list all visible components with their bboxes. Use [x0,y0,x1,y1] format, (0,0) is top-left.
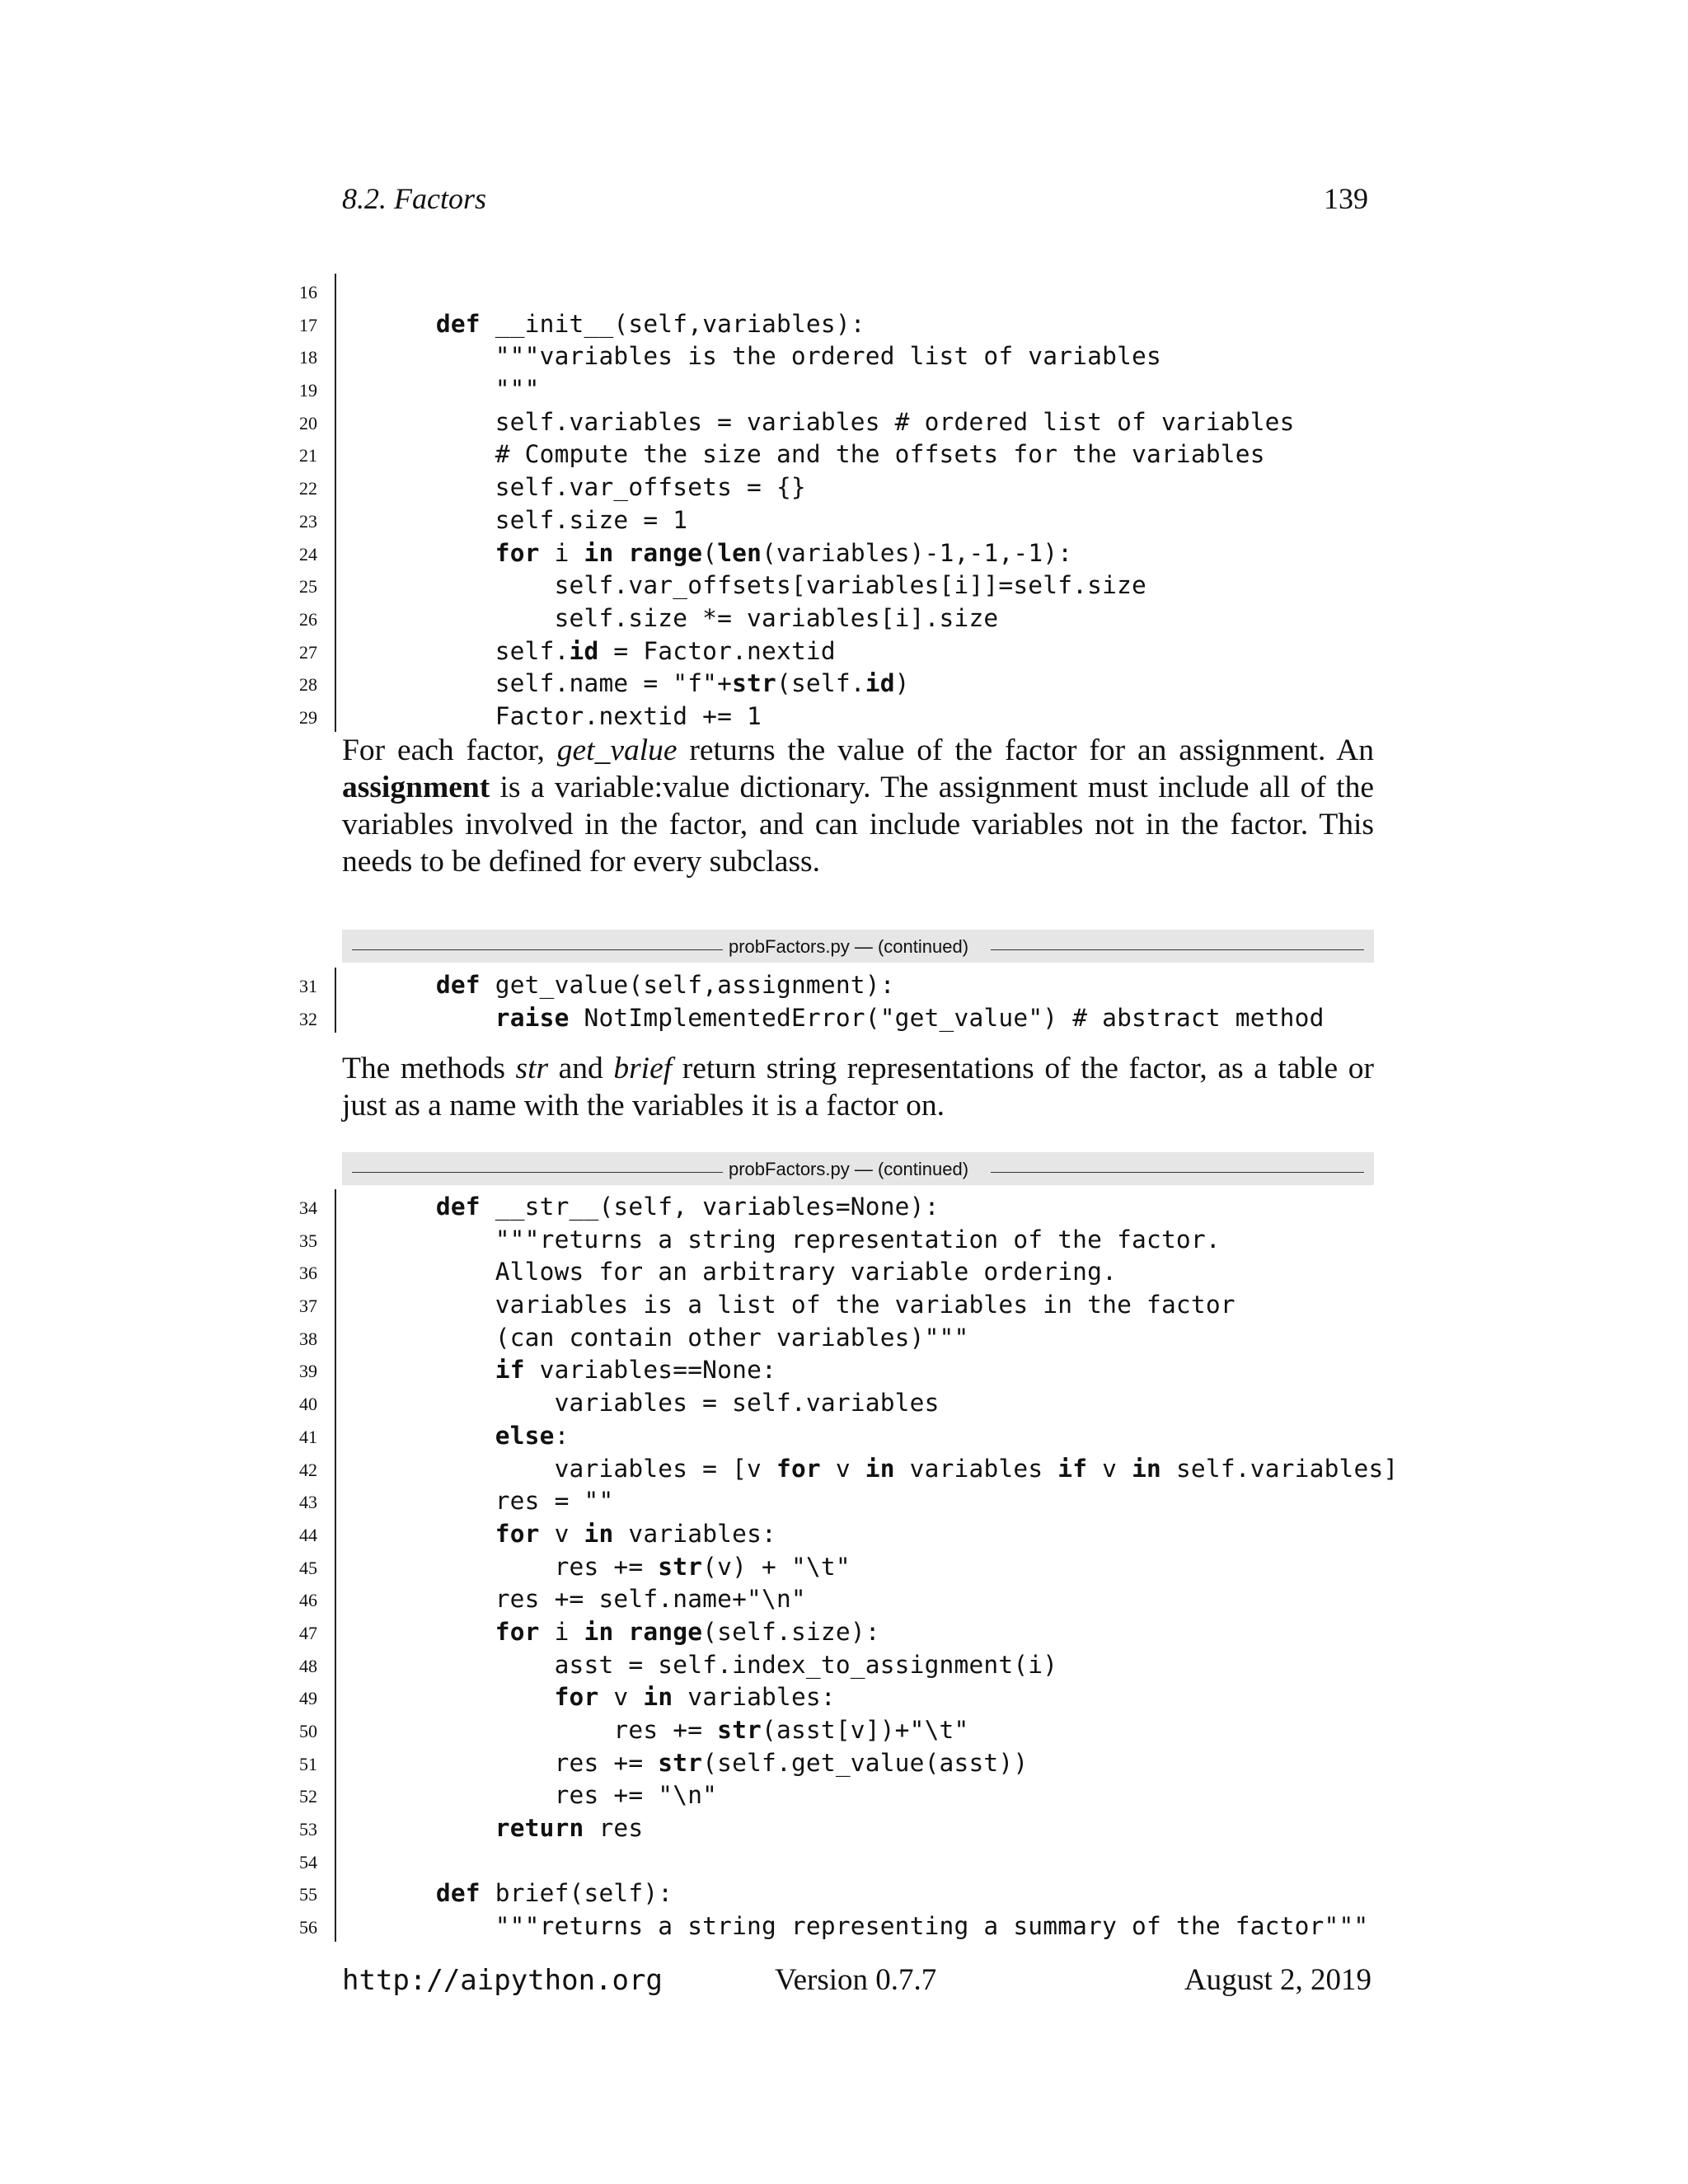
file-banner [342,1152,1374,1185]
code-keyword: len [717,538,762,567]
code-line [293,1254,1372,1287]
code-line [293,1876,1372,1909]
code-line [293,470,1372,503]
line-number: 39 [299,1361,317,1382]
gutter-rule [335,1876,336,1909]
code-text: variables = self.variables [392,1389,940,1418]
line-number: 44 [299,1524,317,1545]
gutter-rule [335,1615,336,1647]
gutter-rule [335,699,336,732]
footer-url-link[interactable]: http://aipython.org [342,1964,663,1997]
code-text: """variables is the ordered list of variables [392,342,1161,371]
code-line [293,1451,1399,1484]
gutter-rule [335,968,336,1001]
code-line [293,1811,1372,1844]
term-brief: brief [613,1052,673,1085]
paragraph-str-brief [342,1050,1374,1124]
line-number: 19 [299,380,317,401]
line-number: 46 [299,1590,317,1611]
code-text: self.size *= variables[i].size [392,603,999,632]
gutter-rule [335,503,336,536]
line-number: 34 [299,1197,317,1218]
code-keyword: def [435,309,481,338]
line-number: 27 [299,641,317,663]
code-line [293,1001,1372,1033]
code-text: for i in range(self.size): [495,1617,880,1646]
code-text: res += str(v) + "\t" [392,1552,851,1581]
code-text: def __str__(self, variables=None): [435,1193,940,1221]
code-line [293,1516,1372,1549]
line-number: 54 [299,1851,317,1872]
page-number: 139 [1324,182,1368,215]
gutter-rule [335,274,336,307]
code-keyword: in [584,538,614,567]
line-number: 38 [299,1328,317,1349]
paragraph-text: is a variable:value dictionary. The assignment must include all of the variables involved in the factor, and can include variables not in the factor. This needs to be defined for every subclass. [342,771,1374,879]
gutter-rule [335,1909,336,1942]
code-keyword: range [628,538,703,567]
code-keyword: for [776,1454,821,1483]
line-number: 28 [299,674,317,696]
paragraph-text: returns the value of the factor for an assignment. An [677,733,1375,767]
line-number: 36 [299,1263,317,1284]
line-number: 35 [299,1230,317,1251]
code-line [293,1549,1372,1582]
gutter-rule [335,568,336,601]
code-text: Factor.nextid += 1 [392,701,762,730]
code-text: if variables==None: [495,1356,776,1385]
code-line [293,1680,1372,1713]
code-line [293,1483,1372,1516]
gutter-rule [335,1680,336,1713]
gutter-rule [335,372,336,405]
code-line [293,1713,1372,1746]
line-number: 43 [299,1492,317,1513]
gutter-rule [335,1320,336,1353]
code-keyword: str [658,1748,703,1777]
code-text: variables = [v for v in variables if v in self.variables] [392,1454,1399,1483]
gutter-rule [335,1451,336,1484]
file-banner-label: probFactors.py — (continued) [725,1159,972,1180]
code-line [293,503,1372,536]
gutter-rule [335,1222,336,1255]
section-title: 8.2. Factors [342,182,486,215]
code-line [293,1385,1372,1418]
term-get-value: get_value [556,733,678,767]
footer-date: August 2, 2019 [1184,1963,1372,1997]
gutter-rule [335,1287,336,1320]
code-line [293,1582,1372,1615]
line-number: 23 [299,510,317,532]
code-keyword: def [435,1193,481,1221]
code-line [293,568,1372,601]
code-line [293,1320,1372,1353]
code-keyword: id [569,636,599,665]
gutter-rule [335,1647,336,1680]
code-keyword: str [732,669,776,698]
code-line [293,437,1372,470]
code-line [293,1844,1372,1877]
line-number: 53 [299,1819,317,1840]
code-keyword: for [495,538,540,567]
gutter-rule [335,307,336,340]
gutter-rule [335,1418,336,1451]
gutter-rule [335,1746,336,1779]
code-keyword: id [865,669,895,698]
code-keyword: str [717,1716,762,1744]
code-line [293,307,1372,340]
gutter-rule [335,339,336,372]
code-keyword: str [658,1552,703,1581]
term-str: str [515,1052,549,1085]
gutter-rule [335,1001,336,1033]
paragraph-get-value [342,732,1374,880]
gutter-rule [335,1254,336,1287]
file-banner [342,930,1374,963]
code-line [293,601,1372,634]
gutter-rule [335,1582,336,1615]
code-keyword: if [1057,1454,1088,1483]
paragraph-text: For each factor, [342,733,557,767]
file-banner-label: probFactors.py — (continued) [725,936,972,958]
code-keyword: in [584,1519,614,1548]
code-keyword: for [554,1683,599,1712]
line-number: 52 [299,1786,317,1807]
code-text: """returns a string representing a summary of the factor""" [392,1912,1369,1941]
code-keyword: def [435,1879,481,1908]
code-line [293,1222,1372,1255]
code-block-get-value [293,968,1372,1033]
gutter-rule [335,601,336,634]
code-text: def brief(self): [435,1879,673,1908]
code-keyword: in [643,1683,673,1712]
code-line [293,536,1372,569]
code-keyword: return [495,1814,584,1843]
code-line [293,968,1372,1001]
code-text: res += str(self.get_value(asst)) [392,1748,1029,1777]
code-line [293,1909,1372,1942]
code-line [293,1418,1372,1451]
code-line [293,1615,1372,1647]
gutter-rule [335,1811,336,1844]
gutter-rule [335,1516,336,1549]
code-keyword: raise [495,1003,570,1032]
code-text: self.size = 1 [392,505,688,534]
code-text: for i in range(len(variables)-1,-1,-1): [495,538,1073,567]
gutter-rule [335,1778,336,1811]
code-line [293,634,1372,667]
code-text: res += self.name+"\n" [392,1585,806,1614]
line-number: 26 [299,608,317,630]
gutter-rule [335,1549,336,1582]
code-line [293,1746,1372,1779]
code-keyword: range [628,1617,703,1646]
line-number: 18 [299,347,317,368]
code-keyword: def [435,971,481,999]
gutter-rule [335,470,336,503]
code-text: # Compute the size and the offsets for the variables [392,440,1265,469]
code-text: return res [495,1814,644,1843]
line-number: 42 [299,1459,317,1480]
footer-version: Version 0.7.7 [775,1963,937,1997]
code-keyword: in [1132,1454,1161,1483]
line-number: 51 [299,1753,317,1774]
code-text: res += str(asst[v])+"\t" [392,1716,969,1744]
code-text: self.id = Factor.nextid [392,636,836,665]
gutter-rule [335,1189,336,1222]
code-text: for v in variables: [554,1683,836,1712]
code-line [293,1647,1372,1680]
code-line [293,1352,1372,1385]
line-number: 29 [299,706,317,728]
line-number: 50 [299,1721,317,1741]
code-text: for v in variables: [495,1519,777,1548]
gutter-rule [335,1385,336,1418]
code-block-init [293,274,1372,732]
paragraph-text: The methods [342,1052,516,1085]
line-number: 48 [299,1655,317,1676]
code-line [293,339,1372,372]
code-text: raise NotImplementedError("get_value") # abstract method [495,1003,1325,1032]
line-number: 20 [299,412,317,434]
code-line [293,1287,1372,1320]
code-text: """returns a string representation of the factor. [392,1225,1221,1254]
gutter-rule [335,666,336,699]
line-number: 55 [299,1884,317,1905]
paragraph-text: and [548,1052,614,1085]
line-number: 47 [299,1622,317,1643]
line-number: 45 [299,1557,317,1578]
line-number: 31 [299,976,317,996]
line-number: 22 [299,478,317,499]
gutter-rule [335,1352,336,1385]
line-number: 24 [299,543,317,565]
gutter-rule [335,536,336,569]
code-text: """ [392,375,540,404]
code-keyword: in [865,1454,895,1483]
line-number: 16 [299,282,317,302]
gutter-rule [335,634,336,667]
code-keyword: in [584,1617,614,1646]
code-line [293,1189,1372,1222]
banner-rule [991,949,1364,950]
gutter-rule [335,405,336,438]
code-text: variables is a list of the variables in the factor [392,1291,1236,1319]
line-number: 32 [299,1008,317,1029]
line-number: 21 [299,445,317,466]
code-text: res = "" [392,1487,614,1516]
gutter-rule [335,1844,336,1877]
banner-rule [991,1172,1364,1173]
code-text: self.var_offsets[variables[i]]=self.size [392,571,1146,600]
line-number: 40 [299,1394,317,1415]
code-text: def get_value(self,assignment): [435,971,895,999]
code-line [293,1778,1372,1811]
code-text: self.var_offsets = {} [392,473,806,502]
code-text: self.variables = variables # ordered list of variables [392,407,1295,436]
code-text: asst = self.index_to_assignment(i) [392,1650,1058,1679]
line-number: 49 [299,1688,317,1709]
term-assignment: assignment [342,771,490,804]
code-text: (can contain other variables)""" [392,1323,969,1352]
code-keyword: else [495,1421,555,1450]
line-number: 17 [299,314,317,335]
code-text: self.name = "f"+str(self.id) [392,669,910,698]
gutter-rule [335,1713,336,1746]
code-keyword: if [495,1356,525,1385]
code-line [293,699,1372,732]
code-block-str-brief [293,1189,1399,1942]
banner-rule [352,1172,723,1173]
code-text: else: [495,1421,570,1450]
line-number: 56 [299,1917,317,1938]
code-line [293,666,1372,699]
code-line [293,405,1372,438]
code-text: res += "\n" [392,1781,718,1810]
gutter-rule [335,1483,336,1516]
banner-rule [352,949,723,950]
code-keyword: for [495,1519,540,1548]
line-number: 37 [299,1296,317,1317]
line-number: 41 [299,1426,317,1447]
code-text: Allows for an arbitrary variable ordering. [392,1258,1118,1286]
paragraph-text: return string representations of the factor, as a table or just as a name with the variables it is a factor on. [342,1052,1374,1122]
code-keyword: for [495,1617,540,1646]
gutter-rule [335,437,336,470]
code-line [293,274,1372,307]
line-number: 25 [299,576,317,598]
code-line [293,372,1372,405]
code-text: def __init__(self,variables): [435,309,865,338]
